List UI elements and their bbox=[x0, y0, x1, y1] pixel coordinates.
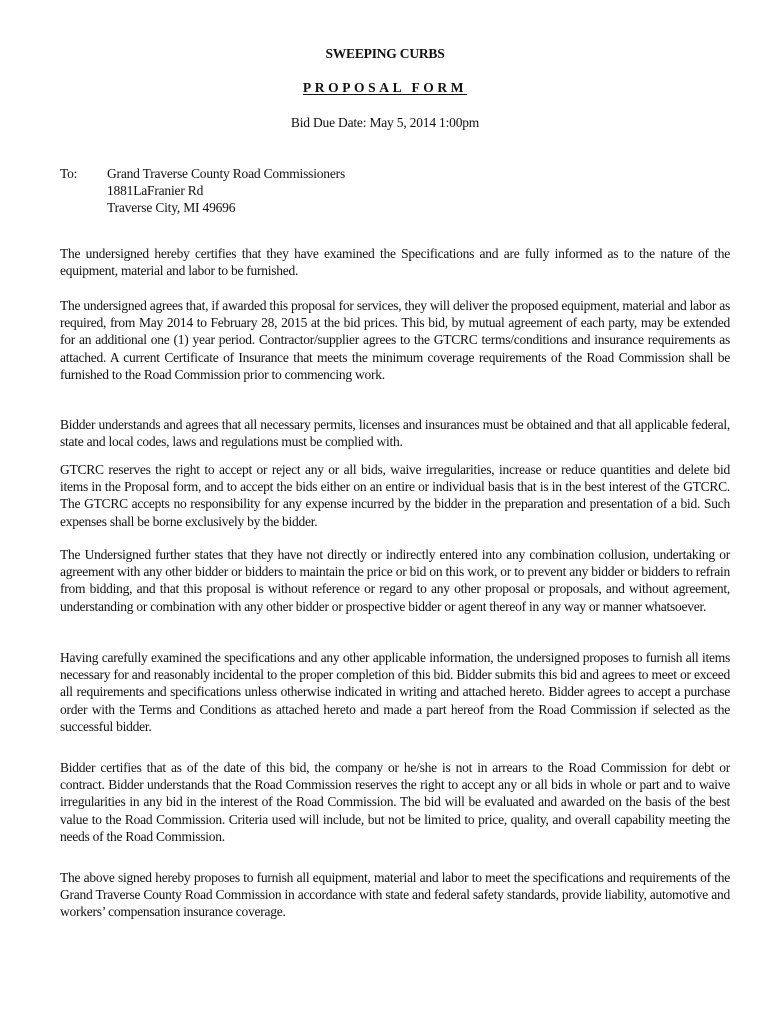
paragraph-certification: The undersigned hereby certifies that they have examined the Specifications and are fully informed as to the nature of the equipment, material and labor to be furnished. bbox=[60, 246, 730, 279]
recipient-address bbox=[107, 165, 345, 216]
recipient-name: Grand Traverse County Road Commissioners bbox=[107, 166, 345, 181]
recipient-street: 1881LaFranier Rd bbox=[107, 183, 204, 198]
document-subtitle bbox=[0, 80, 770, 96]
paragraph-final-proposal: The above signed hereby proposes to furnish all equipment, material and labor to meet the specifications and requirements of the Grand Traverse County Road Commission in accordance with state and federal safety standards, provide liability, automotive and workers’ compensation insurance coverage. bbox=[60, 870, 730, 920]
paragraph-proposal-submission: Having carefully examined the specifications and any other applicable information, the undersigned proposes to furnish all items necessary for and reasonably incidental to the proper completion of this bid. Bidder submits this bid and agrees to meet or exceed all requirements and specifications unless otherwise indicated in writing and attached hereto. Bidder agrees to accept a purchase order with the Terms and Conditions as attached hereto and made a part hereof from the Road Commission if selected as the successful bidder. bbox=[60, 650, 730, 734]
paragraph-arrears-certification: Bidder certifies that as of the date of this bid, the company or he/she is not in arrears to the Road Commission for debt or contract. Bidder understands that the Road Commission reserves the right to accept any or all bids in whole or part and to waive irregularities in any bid in the interest of the Road Commission. The bid will be evaluated and awarded on the basis of the best value to the Road Commission. Criteria used will include, but not be limited to price, quality, and overall capability meeting the needs of the Road Commission. bbox=[60, 760, 730, 844]
bid-due-date: Bid Due Date: May 5, 2014 1:00pm bbox=[290, 115, 480, 130]
paragraph-agreement-term: The undersigned agrees that, if awarded this proposal for services, they will deliver the proposed equipment, material and labor as required, from May 2014 to February 28, 2015 at the bid prices. This bid, by mutual agreement of each party, may be extended for an additional one (1) year period. Contractor/supplier agrees to the GTCRC terms/conditions and insurance requirements as attached. A current Certificate of Insurance that meets the minimum coverage requirements of the Road Commission shall be furnished to the Road Commission prior to commencing work. bbox=[60, 298, 730, 382]
paragraph-permits: Bidder understands and agrees that all necessary permits, licenses and insurances must be obtained and that all applicable federal, state and local codes, laws and regulations must be complied with. bbox=[60, 417, 730, 450]
recipient-label: To: bbox=[60, 166, 78, 181]
paragraph-gtcrc-rights: GTCRC reserves the right to accept or reject any or all bids, waive irregularities, increase or reduce quantities and delete bid items in the Proposal form, and to accept the bids either on an entire or individual basis that is in the best interest of the GTCRC. The GTCRC accepts no responsibility for any expense incurred by the bidder in the preparation and presentation of a bid. Such expenses shall be borne exclusively by the bidder. bbox=[60, 462, 730, 529]
recipient-city: Traverse City, MI 49696 bbox=[107, 200, 236, 215]
paragraph-non-collusion: The Undersigned further states that they have not directly or indirectly entered into any combination collusion, undertaking or agreement with any other bidder or bidders to maintain the price or bid on this work, or to prevent any bidder or bidders to refrain from bidding, and that this proposal is without reference or regard to any other proposal or proposals, and without agreement, understanding or combination with any other bidder or prospective bidder or agent thereof in any way or manner whatsoever. bbox=[60, 547, 730, 614]
document-title: SWEEPING CURBS bbox=[325, 46, 445, 61]
proposal-form-heading: PROPOSAL FORM bbox=[302, 80, 468, 95]
